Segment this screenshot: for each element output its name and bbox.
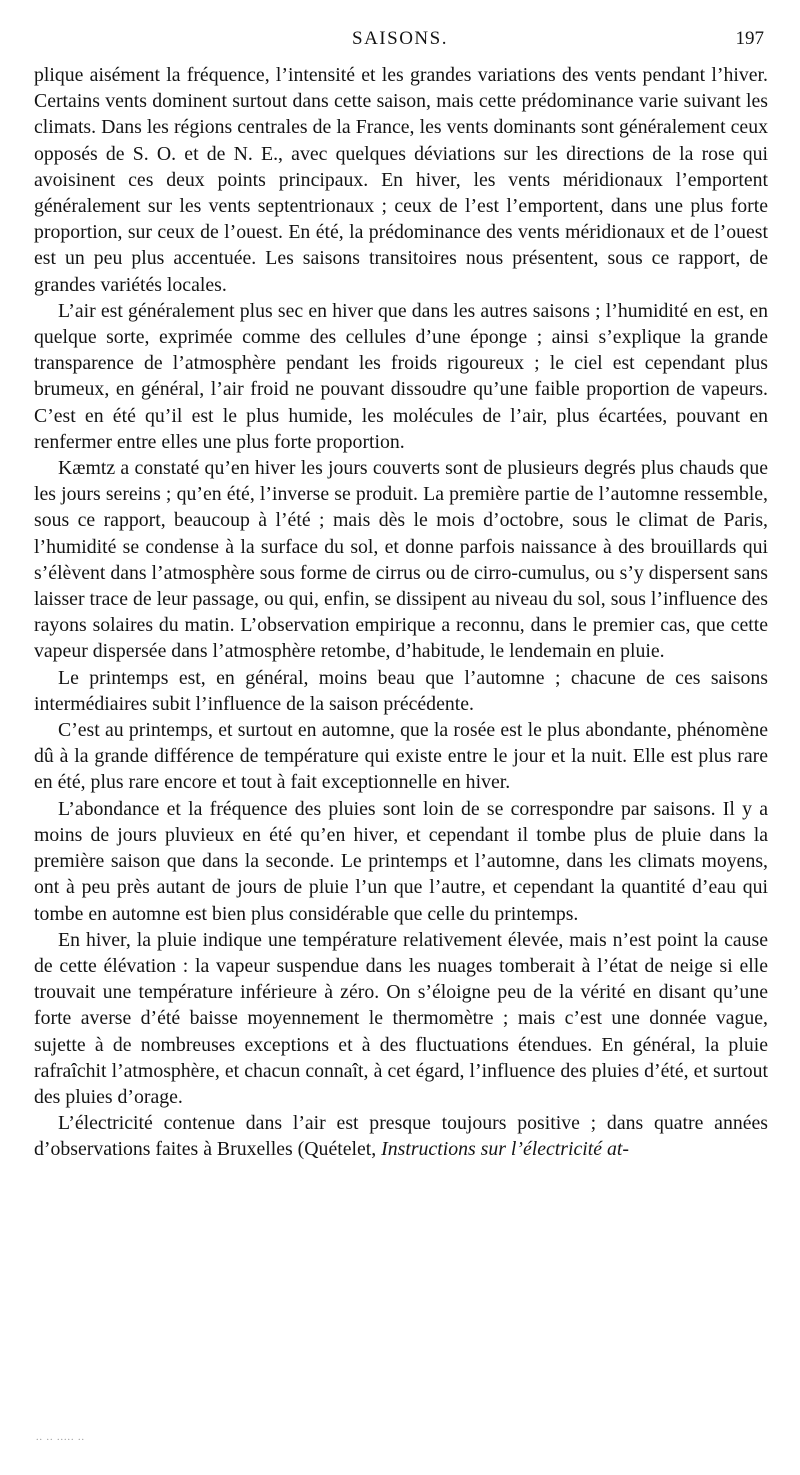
paragraph: Le printemps est, en général, moins beau que l’automne ; chacune de ces saisons intermédiaires subit l’influence de la saison précédente. bbox=[34, 666, 768, 715]
paragraph-last bbox=[34, 1110, 768, 1162]
paragraph-last-text: L’électricité contenue dans l’air est presque toujours positive ; dans quatre années d’observations faites à Bruxelles (Quételet, bbox=[34, 1112, 768, 1161]
body-text bbox=[34, 62, 768, 1163]
paragraph: C’est au printemps, et surtout en automne, que la rosée est le plus abondante, phénomène dû à la grande différence de température qui existe entre le jour et la nuit. Elle est plus rare en été, plus rare encore et tout à fait exceptionnelle en hiver. bbox=[34, 719, 768, 794]
page-number: 197 bbox=[735, 28, 764, 49]
paragraph: En hiver, la pluie indique une température relativement élevée, mais n’est point la cause de cette élévation : la vapeur suspendue dans les nuages tomberait à l’état de neige si elle trouvait une température inférieure à zéro. On s’éloigne peu de la vérité en disant qu’une forte averse d’été baisse moyennement le thermomètre ; mais c’est une donnée vague, sujette à de nombreuses exceptions et à des fluctuations étendues. En général, la pluie rafraîchit l’atmosphère, et chacun connaît, à cet égard, l’influence des pluies d’été, et surtout des pluies d’orage. bbox=[34, 928, 768, 1108]
paragraph: L’air est généralement plus sec en hiver que dans les autres saisons ; l’humidité en est, en quelque sorte, exprimée comme des cellules d’une éponge ; ainsi s’explique la grande transparence de l’atmosphère pendant les froids rigoureux ; le ciel est cependant plus brumeux, en général, l’air froid ne pouvant dissoudre qu’une faible proportion de vapeurs. C’est en été qu’il est le plus humide, les molécules de l’air, plus écartées, pouvant en renfermer entre elles une plus forte proportion. bbox=[34, 299, 768, 453]
book-title-italic: Instructions sur l’électricité at- bbox=[381, 1138, 629, 1161]
paragraph: Kæmtz a constaté qu’en hiver les jours couverts sont de plusieurs degrés plus chauds que les jours sereins ; qu’en été, l’inverse se produit. La première partie de l’automne ressemble, sous ce rapport, beaucoup à l’été ; mais dès le mois d’octobre, sous le climat de Paris, l’humidité se condense à la surface du sol, et donne parfois naissance à des brouillards qui s’élèvent dans l’atmosphère sous forme de cirrus ou de cirro-cumulus, ou s’y dispersent sans laisser trace de leur passage, ou qui, enfin, se dissipent au niveau du sol, sous l’influence des rayons solaires du matin. L’observation empirique a reconnu, dans le premier cas, que cette vapeur dispersée dans l’atmosphère retombe, d’habitude, le lendemain en pluie. bbox=[34, 457, 768, 663]
paragraph: L’abondance et la fréquence des pluies sont loin de se correspondre par saisons. Il y a moins de jours pluvieux en été qu’en hiver, et cependant il tombe plus de pluie dans la première saison que dans la seconde. Le printemps et l’automne, dans les climats moyens, ont à peu près autant de jours de pluie l’un que l’autre, et cependant la quantité d’eau qui tombe en automne est bien plus considérable que celle du printemps. bbox=[34, 797, 768, 925]
running-head bbox=[36, 28, 764, 56]
paragraph: plique aisément la fréquence, l’intensité et les grandes variations des vents pendant l’hiver. Certains vents dominent surtout dans cette saison, mais cette prédominance varie suivant les climats. Dans les régions centrales de la France, les vents dominants sont généralement ceux opposés de S. O. et de N. E., avec quelques déviations sur les directions de la rose qui avoisinent ces deux points principaux. En hiver, les vents méridionaux l’emportent généralement sur les vents septentrionaux ; ceux de l’est l’emportent, dans une plus forte proportion, sur ceux de l’ouest. En été, la prédominance des vents méridionaux et de l’ouest est un peu plus accentuée. Les saisons transitoires nous présentent, sous ce rapport, de grandes variétés locales. bbox=[34, 64, 768, 296]
running-title: SAISONS. bbox=[352, 28, 448, 49]
footer-marks: .. .. ..... .. bbox=[36, 1432, 85, 1443]
